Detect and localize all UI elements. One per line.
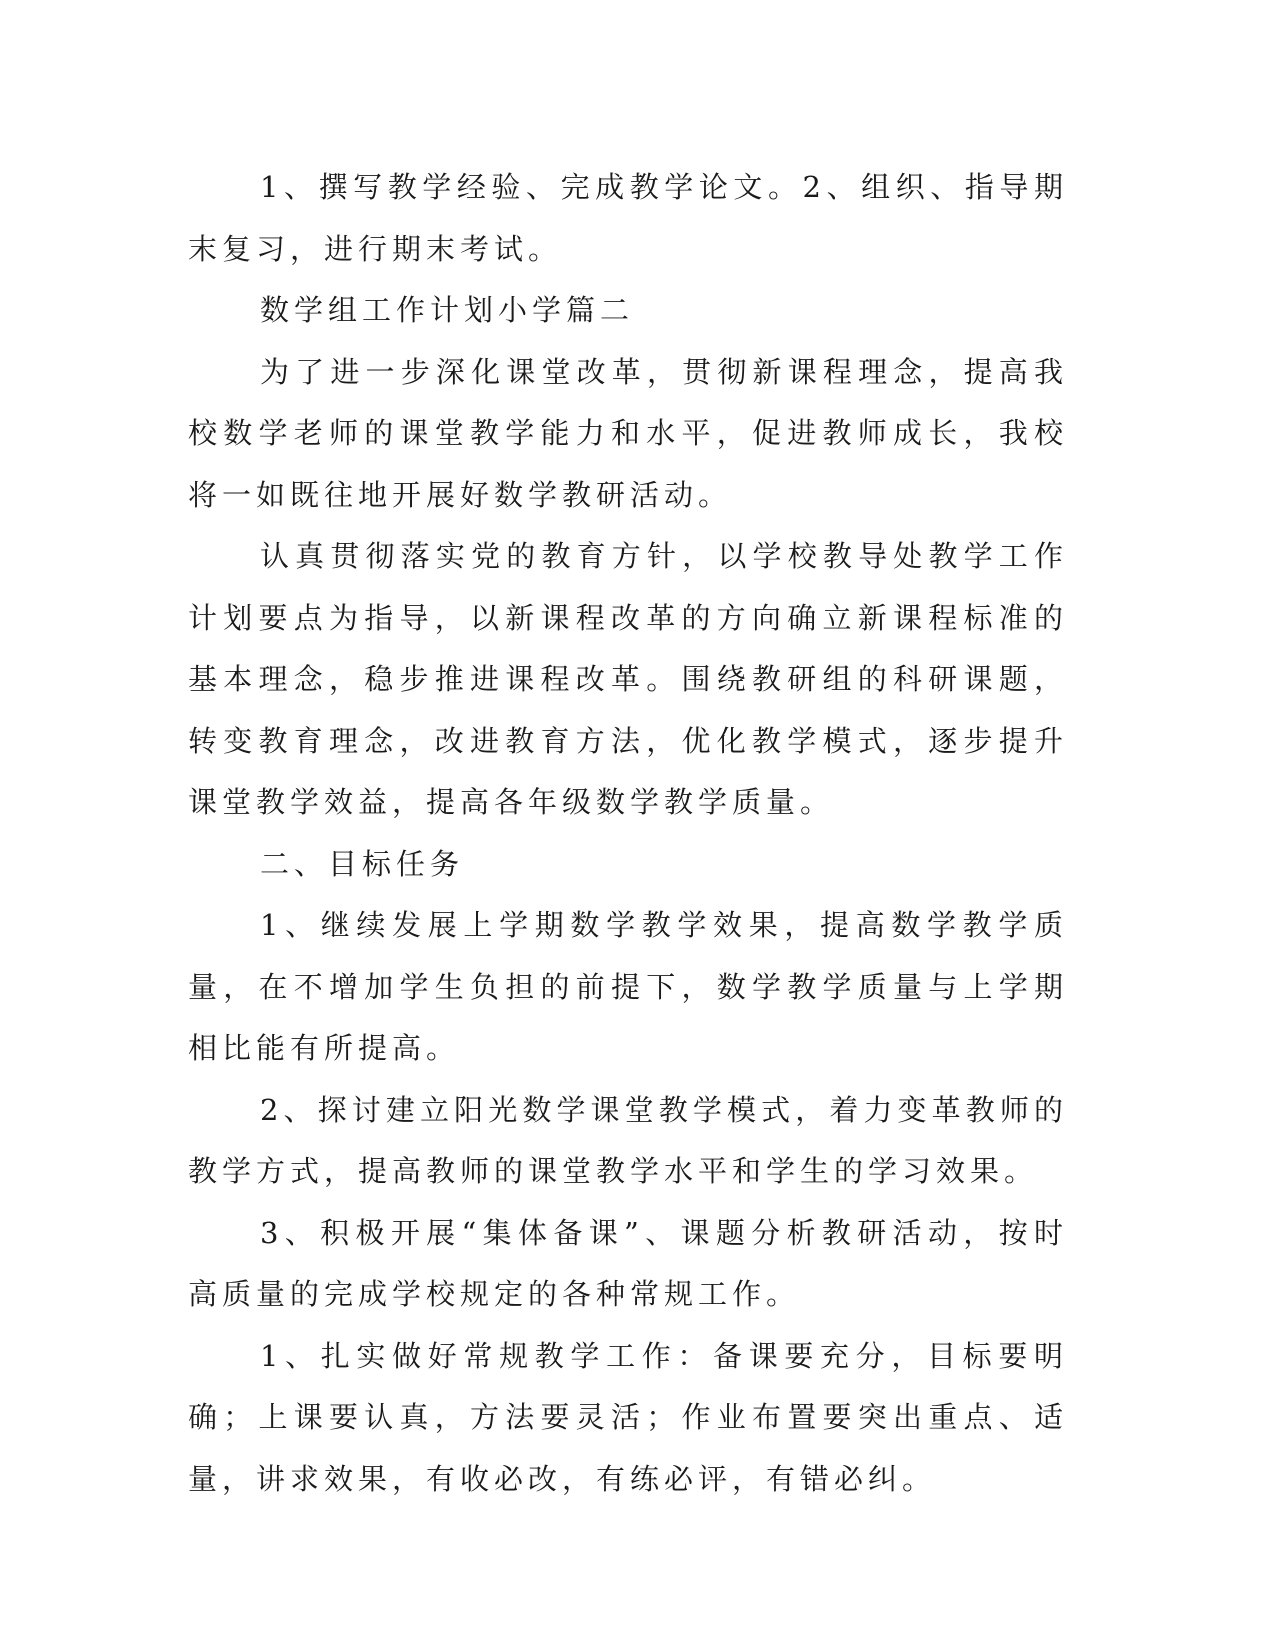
paragraph-9: 1、扎实做好常规教学工作：备课要充分，目标要明确；上课要认真，方法要灵活；作业布置要突出重点、适量，讲求效果，有收必改，有练必评，有错必纠。 — [188, 1338, 1068, 1496]
paragraph-1: 1、撰写教学经验、完成教学论文。2、组织、指导期末复习，进行期末考试。 — [188, 170, 1068, 266]
section-heading-5: 二、目标任务 — [260, 846, 465, 881]
section-heading-2: 数学组工作计划小学篇二 — [260, 293, 635, 327]
paragraph-8: 3、积极开展“集体备课”、课题分析教研活动，按时高质量的完成学校规定的各种常规工作。 — [188, 1215, 1068, 1311]
paragraph-7: 2、探讨建立阳光数学课堂教学模式，着力变革教师的教学方式，提高教师的课堂教学水平和学生的学习效果。 — [188, 1092, 1068, 1188]
paragraph-6: 1、继续发展上学期数学教学效果，提高数学教学质量，在不增加学生负担的前提下，数学教学质量与上学期相比能有所提高。 — [188, 908, 1068, 1065]
document-body — [188, 157, 1068, 1510]
paragraph-4: 认真贯彻落实党的教育方针，以学校教导处教学工作计划要点为指导，以新课程改革的方向确立新课程标准的基本理念，稳步推进课程改革。围绕教研组的科研课题，转变教育理念，改进教育方法，优化教学模式，逐步提升课堂教学效益，提高各年级数学教学质量。 — [188, 539, 1068, 819]
paragraph-3: 为了进一步深化课堂改革，贯彻新课程理念，提高我校数学老师的课堂教学能力和水平，促进教师成长，我校将一如既往地开展好数学教研活动。 — [188, 354, 1068, 512]
